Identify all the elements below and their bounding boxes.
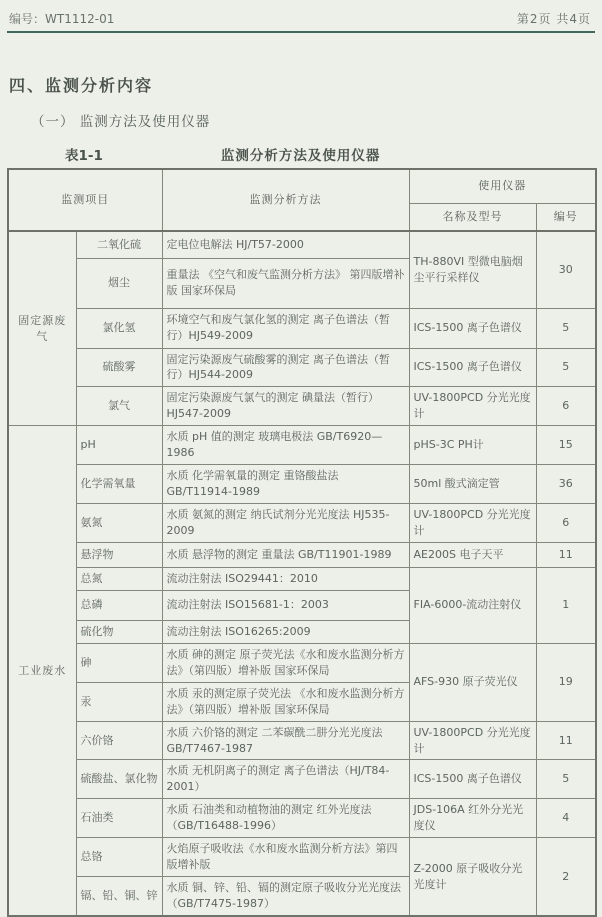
param-cell: 石油类 <box>76 799 162 838</box>
instrument-no-cell: 5 <box>536 348 596 387</box>
header-method: 监测分析方法 <box>162 169 409 231</box>
param-cell: 总铬 <box>76 838 162 877</box>
instrument-no-cell: 15 <box>536 426 596 465</box>
instrument-cell: UV-1800PCD 分光光度计 <box>409 721 536 760</box>
instrument-no-cell: 2 <box>536 838 596 916</box>
table-row <box>8 567 596 590</box>
table-header <box>8 169 596 231</box>
instrument-no-cell: 6 <box>536 504 596 543</box>
param-cell: pH <box>76 426 162 465</box>
param-cell: 总氮 <box>76 567 162 590</box>
table-row <box>8 643 596 682</box>
param-cell: 硫化物 <box>76 620 162 643</box>
instrument-cell: UV-1800PCD 分光光度计 <box>409 387 536 426</box>
method-cell: 水质 pH 值的测定 玻璃电极法 GB/T6920—1986 <box>162 426 409 465</box>
instrument-no-cell: 5 <box>536 760 596 799</box>
instrument-cell: AFS-930 原子荧光仪 <box>409 643 536 721</box>
doc-number: 编号：WT1112-01 <box>9 12 115 26</box>
param-cell: 烟尘 <box>76 258 162 308</box>
table-row <box>8 231 596 258</box>
instrument-cell: Z-2000 原子吸收分光光度计 <box>409 838 536 916</box>
monitoring-methods-table <box>7 168 597 917</box>
instrument-cell: UV-1800PCD 分光光度计 <box>409 504 536 543</box>
instrument-cell: FIA-6000-流动注射仪 <box>409 567 536 643</box>
header-instrument-no: 编号 <box>536 203 596 231</box>
instrument-cell: ICS-1500 离子色谱仪 <box>409 760 536 799</box>
instrument-no-cell: 1 <box>536 567 596 643</box>
method-cell: 水质 悬浮物的测定 重量法 GB/T11901-1989 <box>162 542 409 567</box>
method-cell: 水质 无机阴离子的测定 离子色谱法（HJ/T84-2001） <box>162 760 409 799</box>
instrument-cell: JDS-106A 红外分光光度仪 <box>409 799 536 838</box>
method-cell: 水质 六价铬的测定 二苯碳酰二肼分光光度法 GB/T7467-1987 <box>162 721 409 760</box>
method-cell: 重量法 《空气和废气监测分析方法》 第四版增补版 国家环保局 <box>162 258 409 308</box>
instrument-no-cell: 4 <box>536 799 596 838</box>
param-cell: 氯化氢 <box>76 308 162 348</box>
method-cell: 固定污染源废气氯气的测定 碘量法（暂行）HJ547-2009 <box>162 387 409 426</box>
param-cell: 镉、铅、铜、锌 <box>76 877 162 916</box>
method-cell: 流动注射法 ISO16265:2009 <box>162 620 409 643</box>
header-project: 监测项目 <box>8 169 162 231</box>
header-instrument-group: 使用仪器 <box>409 169 596 203</box>
param-cell: 硫酸雾 <box>76 348 162 387</box>
param-cell: 六价铬 <box>76 721 162 760</box>
param-cell: 砷 <box>76 643 162 682</box>
param-cell: 汞 <box>76 682 162 721</box>
page-number-info: 第2页 共4页 <box>516 12 591 26</box>
header-instrument-name: 名称及型号 <box>409 203 536 231</box>
instrument-no-cell: 5 <box>536 308 596 348</box>
param-cell: 总磷 <box>76 590 162 620</box>
method-cell: 水质 氨氮的测定 纳氏试剂分光光度法 HJ535-2009 <box>162 504 409 543</box>
table-row <box>8 760 596 799</box>
table-row <box>8 348 596 387</box>
param-cell: 悬浮物 <box>76 542 162 567</box>
method-cell: 流动注射法 ISO15681-1：2003 <box>162 590 409 620</box>
param-cell: 二氧化硫 <box>76 231 162 258</box>
subsection-title: （一） 监测方法及使用仪器 <box>31 114 211 130</box>
instrument-no-cell: 36 <box>536 465 596 504</box>
param-cell: 硫酸盐、氯化物 <box>76 760 162 799</box>
section-title: 四、监测分析内容 <box>9 76 154 95</box>
method-cell: 火焰原子吸收法《水和废水监测分析方法》第四版增补版 <box>162 838 409 877</box>
method-cell: 水质 砷的测定 原子荧光法《水和废水监测分析方法》（第四版）增补版 国家环保局 <box>162 643 409 682</box>
instrument-cell: pHS-3C PH计 <box>409 426 536 465</box>
table-row <box>8 799 596 838</box>
table-row <box>8 308 596 348</box>
instrument-cell: 50ml 酸式滴定管 <box>409 465 536 504</box>
instrument-no-cell: 30 <box>536 231 596 308</box>
method-cell: 水质 石油类和动植物油的测定 红外光度法（GB/T16488-1996） <box>162 799 409 838</box>
param-cell: 化学需氧量 <box>76 465 162 504</box>
instrument-cell: ICS-1500 离子色谱仪 <box>409 308 536 348</box>
document-header <box>7 8 595 33</box>
table-row <box>8 721 596 760</box>
instrument-cell: ICS-1500 离子色谱仪 <box>409 348 536 387</box>
method-cell: 流动注射法 ISO29441：2010 <box>162 567 409 590</box>
method-cell: 水质 化学需氧量的测定 重铬酸盐法 GB/T11914-1989 <box>162 465 409 504</box>
param-cell: 氯气 <box>76 387 162 426</box>
table-row <box>8 426 596 465</box>
instrument-cell: AE200S 电子天平 <box>409 542 536 567</box>
method-cell: 定电位电解法 HJ/T57-2000 <box>162 231 409 258</box>
instrument-no-cell: 6 <box>536 387 596 426</box>
table-caption-title: 监测分析方法及使用仪器 <box>220 148 381 164</box>
table-caption <box>7 144 595 164</box>
group-label-waste-gas: 固定源废气 <box>8 231 76 426</box>
instrument-no-cell: 19 <box>536 643 596 721</box>
param-cell: 氨氮 <box>76 504 162 543</box>
instrument-no-cell: 11 <box>536 721 596 760</box>
method-cell: 环境空气和废气氯化氢的测定 离子色谱法（暂行）HJ549-2009 <box>162 308 409 348</box>
method-cell: 水质 铜、锌、铅、镉的测定原子吸收分光光度法（GB/T7475-1987） <box>162 877 409 916</box>
instrument-cell: TH-880VI 型微电脑烟尘平行采样仪 <box>409 231 536 308</box>
method-cell: 固定污染源废气硫酸雾的测定 离子色谱法（暂行）HJ544-2009 <box>162 348 409 387</box>
table-row <box>8 542 596 567</box>
instrument-no-cell: 11 <box>536 542 596 567</box>
method-cell: 水质 汞的测定原子荧光法 《水和废水监测分析方法》（第四版）增补版 国家环保局 <box>162 682 409 721</box>
table-row <box>8 838 596 877</box>
table-row <box>8 387 596 426</box>
table-row <box>8 504 596 543</box>
table-row <box>8 465 596 504</box>
table-caption-number: 表1-1 <box>65 148 103 164</box>
group-label-industrial-wastewater: 工业废水 <box>8 426 76 916</box>
